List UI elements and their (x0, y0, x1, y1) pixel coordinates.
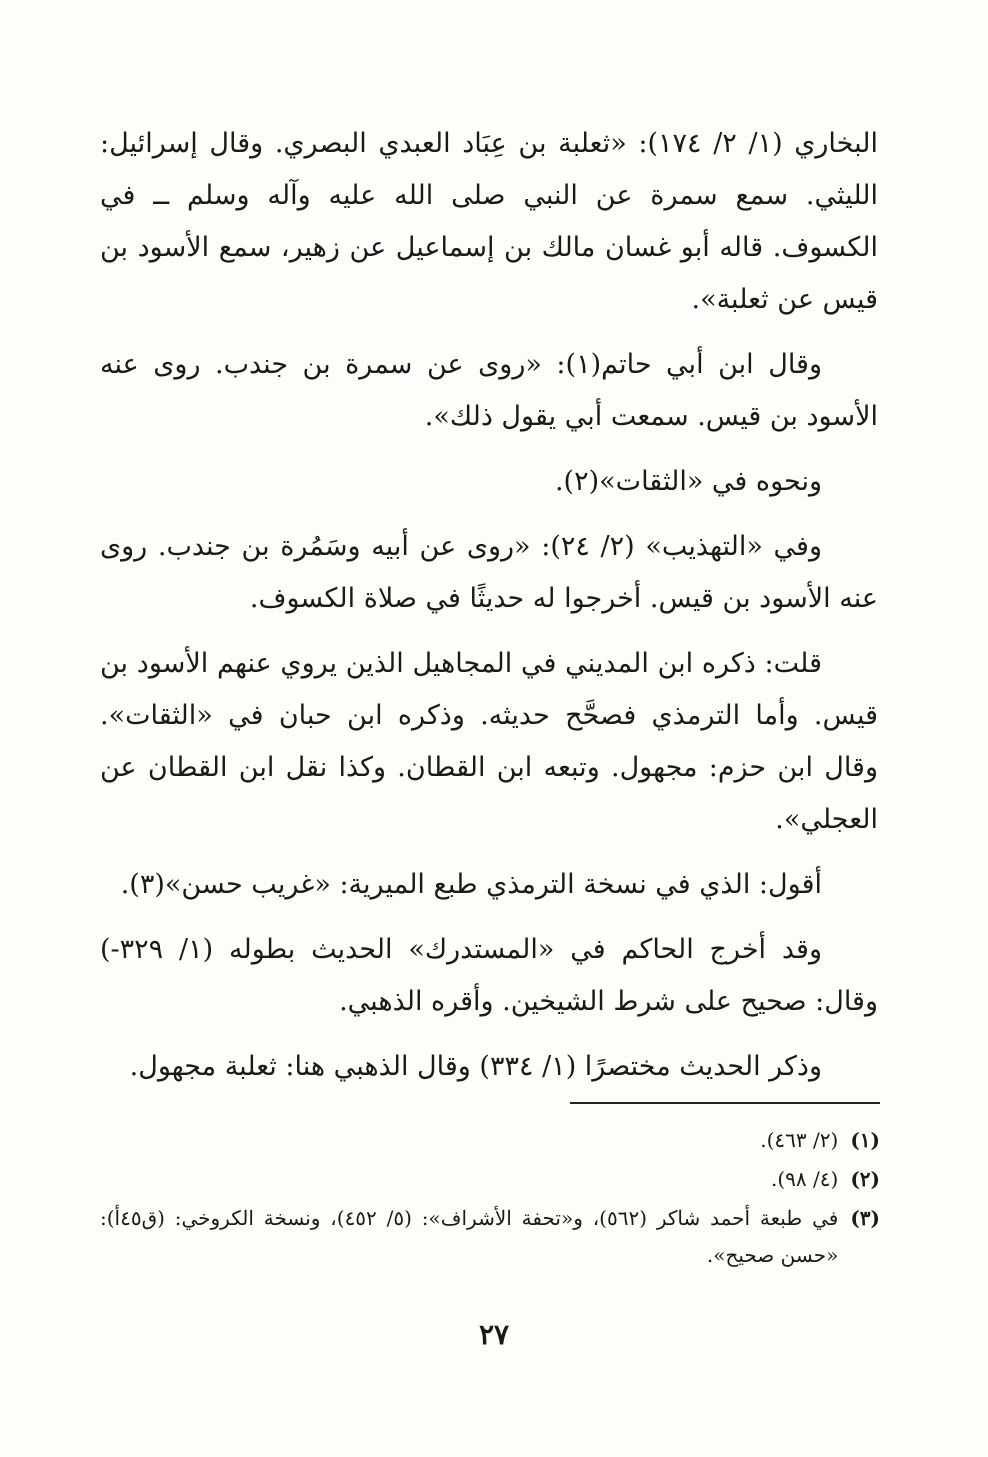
footnote-2 (100, 1161, 880, 1198)
main-text (100, 118, 878, 1106)
footnotes (100, 1122, 880, 1276)
paragraph-mustadrak: وقد أخرج الحاكم في «المستدرك» الحديث بطوله (١/ ٣٢٩-) وقال: صحيح على شرط الشيخين. وأقره الذهبي. (100, 934, 878, 1017)
paragraph-qultu: قلت: ذكره ابن المديني في المجاهيل الذين يروي عنهم الأسود بن قيس. وأما الترمذي فصحَّح حديثه. وذكره ابن حبان في «الثقات». وقال ابن حزم: مجهول. وتبعه ابن القطان. وكذا نقل ابن القطان عن العجلي». (100, 648, 878, 835)
paragraph-thiqat: ونحوه في «الثقات»(٢). (554, 466, 822, 497)
footnote-3 (100, 1200, 880, 1274)
paragraph-tahdhib: وفي «التهذيب» (٢/ ٢٤): «روى عن أبيه وسَمُرة بن جندب. روى عنه الأسود بن قيس. أخرجوا له حديثًا في صلاة الكسوف. (100, 531, 878, 614)
footnote-text: (٤/ ٩٨). (770, 1167, 839, 1191)
footnote-1 (100, 1122, 880, 1159)
footnote-number: (١) (850, 1128, 880, 1152)
paragraph-ibn-abi-hatim: وقال ابن أبي حاتم(١): «روى عن سمرة بن جندب. روى عنه الأسود بن قيس. سمعت أبي يقول ذلك». (100, 349, 878, 432)
paragraph-bukhari-quote: البخاري (١/ ٢/ ١٧٤): «ثعلبة بن عِبَاد العبدي البصري. وقال إسرائيل: الليثي. سمع سمرة عن النبي صلى الله عليه وآله وسلم ــ في الكسوف. قاله أبو غسان مالك بن إسماعيل عن زهير، سمع الأسود بن قيس عن ثعلبة». (100, 128, 878, 315)
footnote-text: (٢/ ٤٦٣). (760, 1128, 839, 1152)
paragraph-aqulu: أقول: الذي في نسخة الترمذي طبع الميرية: «غريب حسن»(٣). (120, 869, 822, 900)
footnote-number: (٣) (850, 1206, 880, 1230)
footnote-separator (570, 1102, 880, 1104)
page-number: ٢٧ (478, 1318, 510, 1351)
paragraph-mukhtasar: وذكر الحديث مختصرًا (١/ ٣٣٤) وقال الذهبي هنا: ثعلبة مجهول. (129, 1051, 822, 1082)
footnote-text: في طبعة أحمد شاكر (٥٦٢)، و«تحفة الأشراف»: (٥/ ٤٥٢)، ونسخة الكروخي: (ق٤٥أ): «حسن صحيح». (100, 1206, 839, 1267)
footnote-number: (٢) (850, 1167, 880, 1191)
